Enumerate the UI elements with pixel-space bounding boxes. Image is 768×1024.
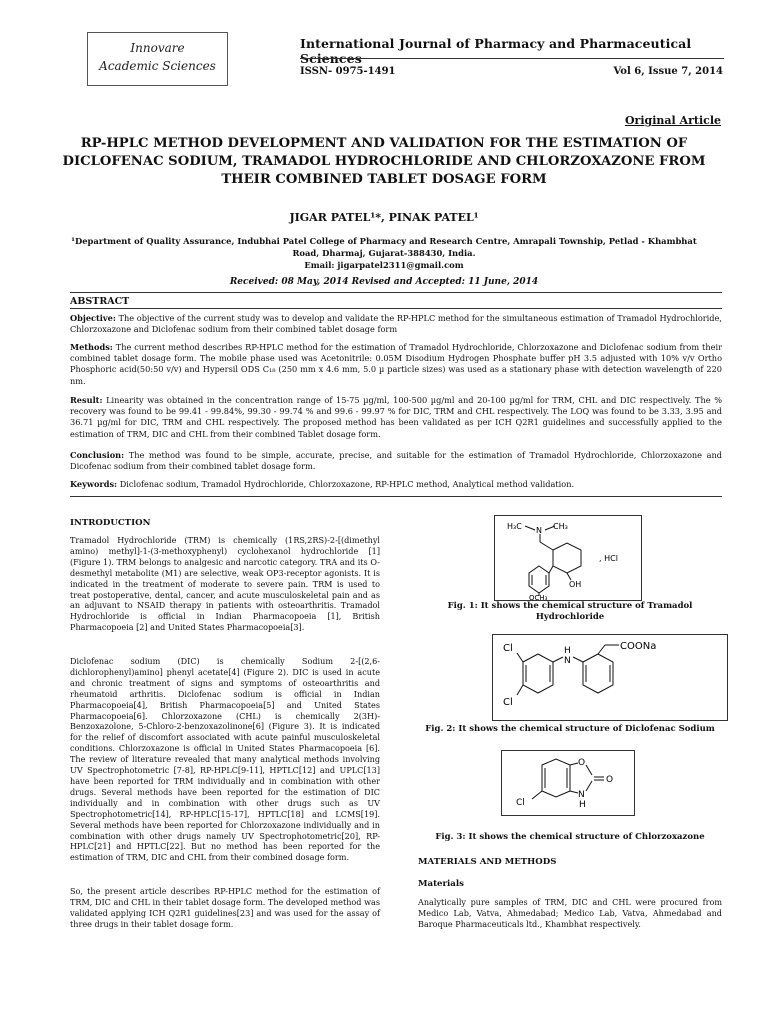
fig3-label-n: N: [578, 790, 585, 800]
fig1-label-h3c: H₃C: [507, 522, 522, 531]
abstract-head-rule: [70, 308, 722, 309]
fig3-label-o-carbonyl: O: [606, 775, 614, 785]
result-text: Linearity was obtained in the concentration range of 15-75 µg/ml, 100-500 µg/ml and 20-100 µg/ml for TRM, CHL and DIC respectively. The % recovery was found to be 99.41 - 99.84%, 99.30 - 99.74 % and 99.6 - 99.97 % for DIC, TRM and CHL respectively. The LOQ was found to be 3.33, 3.95 and 36.71 µg/ml for DIC, TRM and CHL respectively. The proposed method has been validated as per ICH Q2R1 guidelines and successfully applied to the estimation of TRM, DIC and CHL from their combined Tablet dosage form.: [70, 395, 722, 439]
authors: JIGAR PATEL¹*, PINAK PATEL¹: [289, 211, 479, 224]
abstract-top-rule: [70, 292, 722, 293]
abstract-bottom-rule: [70, 496, 722, 497]
fig1-label-hcl: , HCl: [599, 554, 618, 563]
materials-subheading: Materials: [418, 879, 464, 889]
methods-text: The current method describes RP-HPLC method for the estimation of Tramadol Hydrochloride, Chlorzoxazone and Diclofenac sodium from their combined tablet dosage form. The mobile phase used was Acetonitrile: 0.05M Disodium Hydrogen Phosphate buffer pH 3.5 adjusted with 10% v/v Ortho Phosphoric acid(50:50 v/v) and Hypersil ODS C₁₈ (250 mm x 4.6 mm, 5.0 µ particle sizes) was used as a stationary phase with detection wavelength of 220 nm.: [70, 342, 722, 386]
journal-name: International Journal of Pharmacy and Pharmaceutical Sciences: [300, 36, 692, 66]
conclusion-label: Conclusion:: [70, 450, 125, 460]
abstract-heading: ABSTRACT: [70, 296, 130, 307]
fig2-label-n: N: [564, 656, 571, 666]
keywords-label: Keywords:: [70, 479, 118, 489]
article-title: RP-HPLC METHOD DEVELOPMENT AND VALIDATION FOR THE ESTIMATION OF DICLOFENAC SODIUM, TRAMADOL HYDROCHLORIDE AND CHLORZOXAZONE FROM THEIR COMBINED TABLET DOSAGE FORM: [62, 136, 706, 187]
diclofenac-structure-svg: [493, 635, 727, 720]
fig3-label-h: H: [579, 800, 586, 810]
fig3-label-cl: Cl: [516, 798, 525, 808]
abstract-methods: [70, 342, 722, 387]
publisher-name-line2: Academic Sciences: [99, 59, 216, 73]
article-type: Original Article: [624, 114, 721, 127]
affiliation: [60, 235, 708, 271]
header-rule: [300, 58, 724, 59]
intro-paragraph-2: Diclofenac sodium (DIC) is chemically Sodium 2-[(2,6-dichlorophenyl)amino] phenyl acetate[4] (Figure 2). DIC is used in acute and chronic treatment of signs and symptoms of osteoarthritis and rheumatoid arthritis. Diclofenac sodium is official in Indian Pharmacopoeia[4], British Pharmacopoeia[5] and United States Pharmacopoeia[6]. Chlorzoxazone (CHL) is chemically 2(3H)-Benzoxazolone, 5-Chloro-2-benzoxazolinone[6] (Figure 3). It is indicated for the relief of discomfort associated with acute painful musculoskeletal conditions. Chlorzoxazone is official in United States Pharmacopoeia [6]. The review of literature revealed that many analytical methods involving UV Spectrophotometric [7-8], RP-HPLC[9-11], HPTLC[12] and UPLC[13] have been reported for TRM individually and in combination with other drugs. Several methods have been reported for the estimation of DIC individually and in combination with other drugs such as UV Spectrophotometric[14], RP-HPLC[15-17], HPTLC[18] and LCMS[19]. Several methods have been reported for Chlorzoxazone individually and in combination with other drugs namely UV Spectrophotometric[20], RP-HPLC[21] and HPTLC[22]. But no method has been reported for the estimation of TRM, DIC and CHL from their combined dosage form.: [70, 656, 380, 863]
issn: ISSN- 0975-1491: [300, 66, 396, 77]
volume-issue: Vol 6, Issue 7, 2014: [613, 66, 723, 77]
abstract-objective: [70, 313, 722, 335]
materials-paragraph: Analytically pure samples of TRM, DIC and CHL were procured from Medico Lab, Vatva, Ahmedabad; Medico Lab, Vatva, Ahmedabad and Baroque Pharmaceuticals ltd., Khambhat respectively.: [418, 897, 722, 929]
fig2-label-h: H: [564, 646, 571, 656]
objective-text: The objective of the current study was to develop and validate the RP-HPLC method for the simultaneous estimation of Tramadol Hydrochloride, Chlorzoxazone and Diclofenac sodium from their combined tablet dosage form: [70, 313, 722, 335]
fig2-label-cl-top: Cl: [503, 643, 513, 654]
chlorzoxazone-structure-svg: [502, 751, 634, 815]
fig1-label-ch3: CH₃: [553, 522, 568, 531]
keywords-text: Diclofenac sodium, Tramadol Hydrochloride, Chlorzoxazone, RP-HPLC method, Analytical method validation.: [117, 479, 575, 489]
abstract-keywords: [70, 479, 722, 490]
intro-paragraph-3: So, the present article describes RP-HPLC method for the estimation of TRM, DIC and CHL in their tablet dosage form. The developed method was validated applying ICH Q2R1 guidelines[23] and was used for the assay of three drugs in their tablet dosage form.: [70, 886, 380, 929]
tramadol-structure-figure: [494, 515, 642, 601]
publisher-logo: [87, 32, 228, 86]
materials-methods-heading: MATERIALS AND METHODS: [418, 857, 557, 867]
result-label: Result:: [70, 395, 103, 405]
abstract-conclusion: [70, 450, 722, 472]
tramadol-structure-svg: [495, 516, 641, 600]
figure-2-caption: Fig. 2: It shows the chemical structure of Diclofenac Sodium: [425, 724, 715, 734]
intro-paragraph-1: Tramadol Hydrochloride (TRM) is chemically (1RS,2RS)-2-[(dimethyl amino) methyl]-1-(3-methoxyphenyl) cyclohexanol hydrochloride [1] (Figure 1). TRM belongs to analgesic and narcotic category. TRA and its O-desmethyl metabolite (M1) are selective, weak OP3-receptor agonists. It is indicated in the treatment of moderate to severe pain. TRM is used to treat postoperative, dental, cancer, and acute musculoskeletal pain and as an adjuvant to NSAID therapy in patients with osteoarthritis. Tramadol Hydrochloride is official in Indian Pharmacopoeia [1], British Pharmacopoeia [2] and United States Pharmacopoeia[3].: [70, 535, 380, 633]
author-email: Email: jigarpatel2311@gmail.com: [304, 260, 464, 270]
methods-label: Methods:: [70, 342, 113, 352]
objective-label: Objective:: [70, 313, 116, 323]
fig1-label-oh: OH: [569, 580, 582, 589]
fig2-label-cl-bottom: Cl: [503, 697, 513, 708]
conclusion-text: The method was found to be simple, accurate, precise, and suitable for the estimation of Tramadol Hydrochloride, Chlorzoxazone and Dicofenac sodium from their combined tablet dosage form.: [70, 450, 722, 472]
diclofenac-structure-figure: [492, 634, 728, 721]
figure-1-caption: Fig. 1: It shows the chemical structure of Tramadol Hydrochloride: [447, 601, 693, 622]
fig3-label-o-ring: O: [578, 758, 586, 768]
chlorzoxazone-structure-figure: [501, 750, 635, 816]
fig2-label-coona: COONa: [620, 641, 657, 652]
introduction-heading: INTRODUCTION: [70, 518, 151, 528]
affiliation-address: ¹Department of Quality Assurance, Indubhai Patel College of Pharmacy and Research Centre, Amrapali Township, Petlad - Khambhat Road, Dharmaj, Gujarat-388430, India.: [71, 236, 697, 258]
fig1-label-och3: OCH₃: [529, 594, 548, 600]
received-dates: Received: 08 May, 2014 Revised and Accepted: 11 June, 2014: [229, 277, 539, 287]
abstract-result: [70, 395, 722, 440]
publisher-name-line1: Innovare: [130, 41, 185, 55]
figure-3-caption: Fig. 3: It shows the chemical structure of Chlorzoxazone: [435, 832, 705, 842]
fig1-label-n: N: [536, 526, 542, 535]
